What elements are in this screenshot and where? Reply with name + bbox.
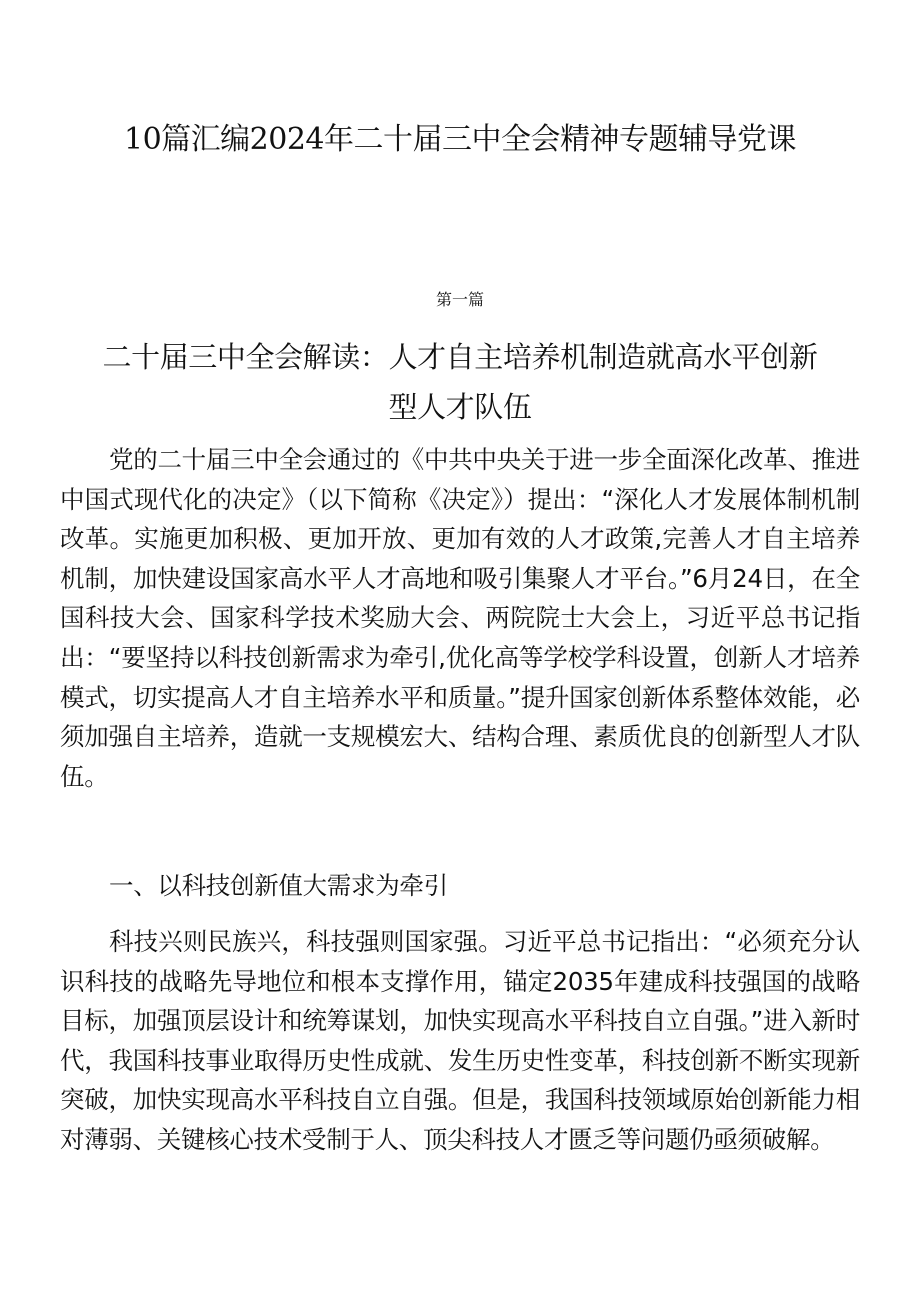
section-heading: 一、以科技创新值大需求为牵引 bbox=[109, 871, 448, 900]
section-paragraph: 科技兴则民族兴，科技强则国家强。习近平总书记指出：“必须充分认识科技的战略先导地位和根本支撑作用，锚定2035年建成科技强国的战略目标，加强顶层设计和统筹谋划，加快实现高水平科技自立自强。”进入新时代，我国科技事业取得历史性成就、发生历史性变革，科技创新不断实现新突破，加快实现高水平科技自立自强。但是，我国科技领域原始创新能力相对薄弱、关键核心技术受制于人、顶尖科技人才匮乏等问题仍亟须破解。 bbox=[60, 927, 860, 1154]
part-label: 第一篇 bbox=[435, 290, 484, 309]
article-title: 二十届三中全会解读：人才自主培养机制造就高水平创新型人才队伍 bbox=[102, 340, 818, 424]
document-title: 10篇汇编2024年二十届三中全会精神专题辅导党课 bbox=[123, 122, 797, 157]
intro-paragraph: 党的二十届三中全会通过的《中共中央关于进一步全面深化改革、推进中国式现代化的决定》（以下简称《决定》）提出：“深化人才发展体制机制改革。实施更加积极、更加开放、更加有效的人才政策,完善人才自主培养机制，加快建设国家高水平人才高地和吸引集聚人才平台。”6月24日，在全国科技大会、国家科学技术奖励大会、两院院士大会上，习近平总书记指出：“要坚持以科技创新需求为牵引,优化高等学校学科设置，创新人才培养模式，切实提高人才自主培养水平和质量。”提升国家创新体系整体效能，必须加强自主培养，造就一支规模宏大、结构合理、素质优良的创新型人才队伍。 bbox=[60, 445, 860, 791]
